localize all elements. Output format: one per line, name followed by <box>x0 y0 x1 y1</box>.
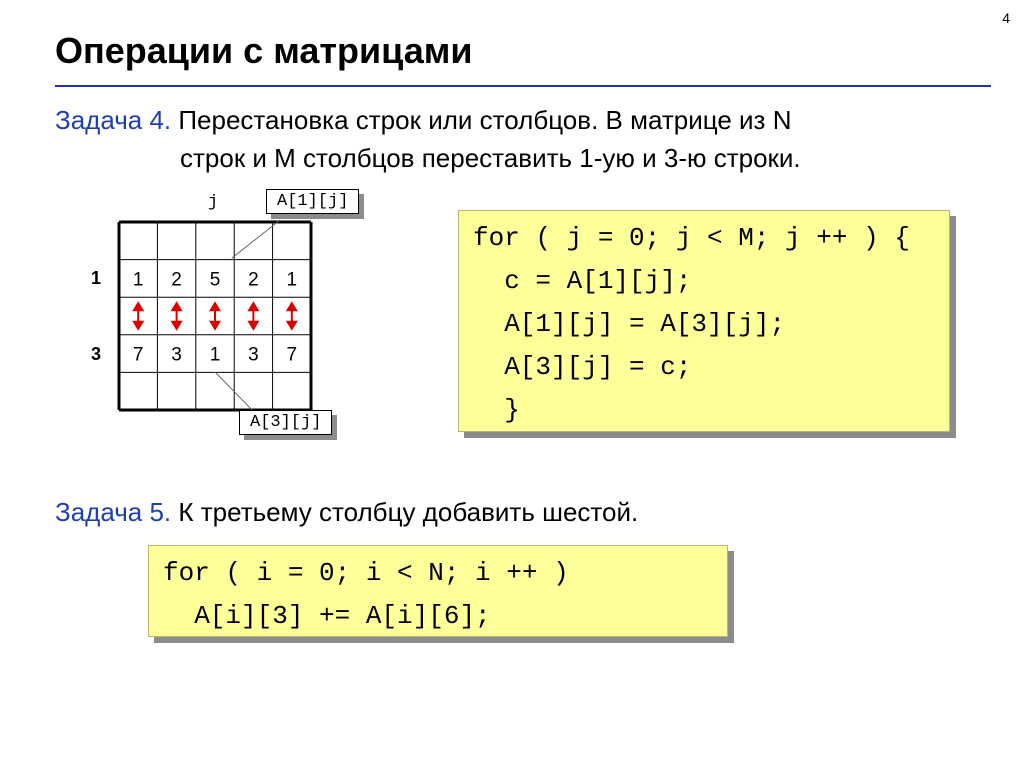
row-label-3: 3 <box>91 344 102 364</box>
task5-text: К третьему столбцу добавить шестой. <box>171 497 639 527</box>
page-title: Операции с матрицами <box>55 30 473 71</box>
code-line: A[i][3] += A[i][6]; <box>163 601 491 631</box>
column-label-j: j <box>207 193 219 212</box>
row-label-1: 1 <box>91 268 102 288</box>
swap-arrow-head-down <box>247 321 259 331</box>
swap-arrow-head-up <box>171 301 183 311</box>
swap-arrow-head-down <box>132 321 144 331</box>
matrix-cell: 1 <box>209 344 221 366</box>
callout-a1j: A[1][j] <box>266 189 359 214</box>
task4-label: Задача 4. <box>55 105 172 135</box>
code-line: } <box>473 395 520 425</box>
swap-arrow-head-up <box>209 301 221 311</box>
code-line: c = A[1][j]; <box>473 266 692 296</box>
callout-a3j: A[3][j] <box>239 410 332 435</box>
matrix-cell: 7 <box>286 344 298 366</box>
swap-arrow-head-up <box>132 301 144 311</box>
matrix-cell: 2 <box>248 269 259 291</box>
task4-text-line1: Перестановка строк или столбцов. В матрице из N <box>171 105 792 135</box>
matrix-cell: 3 <box>248 344 259 366</box>
code-block-task5 <box>148 545 728 637</box>
swap-arrow-head-up <box>247 301 259 311</box>
task4-text-line2: строк и M столбцов переставить 1-ую и 3-ю строки. <box>180 143 801 173</box>
matrix-cell: 7 <box>132 344 144 366</box>
matrix-cell: 1 <box>286 269 298 291</box>
code-line: A[1][j] = A[3][j]; <box>473 309 786 339</box>
code-line: for ( i = 0; i < N; i ++ ) <box>163 558 569 588</box>
matrix-cell: 5 <box>209 269 221 291</box>
code-line: A[3][j] = c; <box>473 352 692 382</box>
swap-arrow-head-up <box>286 301 298 311</box>
task5-statement <box>55 493 638 531</box>
code-line: for ( j = 0; j < M; j ++ ) { <box>473 223 910 253</box>
code-block-task4 <box>458 210 950 432</box>
swap-arrow-head-down <box>209 321 221 331</box>
swap-arrow-head-down <box>286 321 298 331</box>
matrix-cell: 2 <box>171 269 182 291</box>
swap-arrow-head-down <box>171 321 183 331</box>
page-number: 4 <box>1002 10 1010 26</box>
task5-label: Задача 5. <box>55 497 172 527</box>
matrix-cell: 1 <box>132 269 144 291</box>
matrix-cell: 3 <box>171 344 182 366</box>
